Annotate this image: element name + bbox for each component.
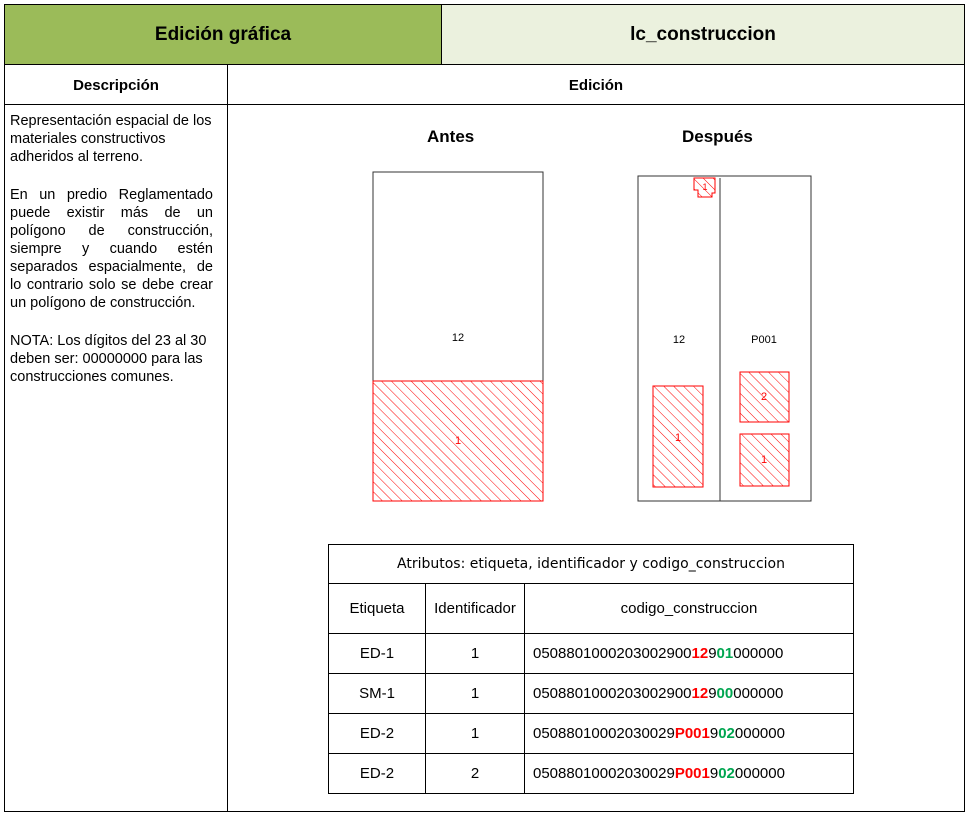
before-parcel-label: 12 [451, 332, 465, 344]
table-row [329, 634, 854, 674]
code-highlight-green: 01 [716, 645, 734, 662]
code-prefix: 0508801000203002900 [533, 685, 692, 702]
description-paragraph: Representación espacial de los materiales constructivos adheridos al terreno. [10, 113, 212, 165]
code-highlight-red: 12 [691, 685, 709, 702]
code-prefix: 05088010002030029 [533, 725, 675, 742]
code-mid: 9 [708, 685, 717, 702]
cell-identificador: 2 [426, 754, 525, 794]
attributes-table [328, 544, 854, 794]
cell-codigo [525, 754, 854, 794]
cell-identificador: 1 [426, 634, 525, 674]
after-right-bottom-building-label: 1 [760, 454, 768, 466]
after-left-parcel-label: 12 [672, 334, 686, 346]
code-suffix: 000000 [733, 685, 784, 702]
column-header-edicion: Edición [568, 76, 624, 94]
before-title: Antes [427, 127, 475, 146]
cell-codigo [525, 674, 854, 714]
code-suffix: 000000 [734, 725, 785, 742]
header-identificador: Identificador [426, 584, 525, 634]
code-highlight-red: P001 [674, 725, 710, 742]
column-header-descripcion: Descripción [73, 76, 159, 94]
cell-etiqueta: ED-1 [329, 634, 426, 674]
code-prefix: 0508801000203002900 [533, 645, 692, 662]
code-prefix: 05088010002030029 [533, 765, 675, 782]
section-title: Edición gráfica [5, 5, 442, 64]
header-etiqueta: Etiqueta [329, 584, 426, 634]
code-mid: 9 [709, 725, 719, 742]
after-left-building-label: 1 [674, 432, 682, 444]
cell-identificador: 1 [426, 714, 525, 754]
code-highlight-red: P001 [674, 765, 710, 782]
cell-codigo [525, 714, 854, 754]
cell-etiqueta: SM-1 [329, 674, 426, 714]
cell-identificador: 1 [426, 674, 525, 714]
header-codigo: codigo_construccion [525, 584, 854, 634]
cell-codigo [525, 634, 854, 674]
code-highlight-green: 02 [718, 765, 735, 782]
before-building-label: 1 [454, 435, 462, 447]
table-caption: Atributos: etiqueta, identificador y codigo_construccion [329, 545, 854, 584]
code-suffix: 000000 [733, 645, 784, 662]
after-small-building-label: 1 [702, 182, 708, 192]
code-highlight-red: 12 [691, 645, 709, 662]
code-highlight-green: 00 [716, 685, 734, 702]
table-row [329, 754, 854, 794]
layer-name: lc_construccion [442, 5, 964, 64]
table-row [329, 714, 854, 754]
note-paragraph: NOTA: Los dígitos del 23 al 30 deben ser: 00000000 para las construcciones comunes. [10, 333, 207, 385]
code-suffix: 000000 [734, 765, 785, 782]
code-highlight-green: 02 [718, 725, 735, 742]
after-right-parcel-label: P001 [751, 334, 777, 346]
cell-etiqueta: ED-2 [329, 714, 426, 754]
table-row [329, 674, 854, 714]
cell-etiqueta: ED-2 [329, 754, 426, 794]
description-paragraph: En un predio Reglamentado puede existir más de un polígono de construcción, siempre y cuando estén separados espacialmente, de lo contrario solo se debe crear un polígono de construcción. [10, 187, 213, 311]
after-right-top-building-label: 2 [760, 391, 768, 403]
after-title: Después [682, 127, 753, 146]
code-mid: 9 [708, 645, 717, 662]
code-mid: 9 [709, 765, 719, 782]
